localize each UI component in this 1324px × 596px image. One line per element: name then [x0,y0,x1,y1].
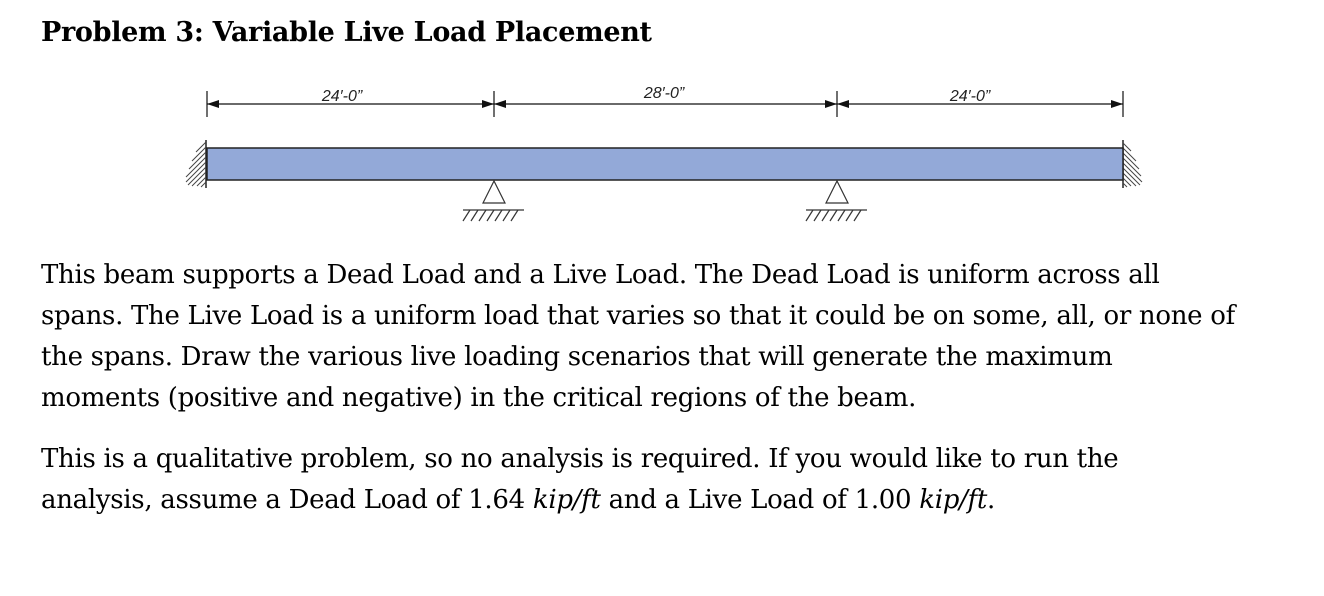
problem-title: Problem 3: Variable Live Load Placement [41,17,652,48]
description-line-1: This beam supports a Dead Load and a Live Load. The Dead Load is uniform across all [41,260,1160,290]
analysis-note-line-1: This is a qualitative problem, so no analysis is required. If you would like to run the [41,444,1119,474]
span-label-1: 24′-0” [321,88,363,105]
beam-diagram [0,70,1324,250]
beam [207,148,1123,180]
pin-support-1 [463,181,524,221]
fixed-support-right [1123,140,1142,188]
analysis-note-text-a: analysis, assume a Dead Load of 1.64 [41,485,533,515]
pin-support-2 [806,181,867,221]
analysis-note-text-c: . [987,485,995,515]
analysis-note-text-b: and a Live Load of 1.00 [600,485,920,515]
span-label-3: 24′-0” [949,88,991,105]
description-line-3: the spans. Draw the various live loading scenarios that will generate the maximum [41,342,1113,372]
dead-load-unit: kip/ft [532,485,601,515]
span-label-2: 28′-0” [643,85,685,102]
description-line-2: spans. The Live Load is a uniform load that varies so that it could be on some, all, or none of [41,301,1235,331]
analysis-note-paragraph [41,439,1311,521]
live-load-unit: kip/ft [919,485,987,515]
description-line-4: moments (positive and negative) in the critical regions of the beam. [41,383,917,413]
fixed-support-left [186,140,206,188]
description-paragraph [41,255,1311,419]
